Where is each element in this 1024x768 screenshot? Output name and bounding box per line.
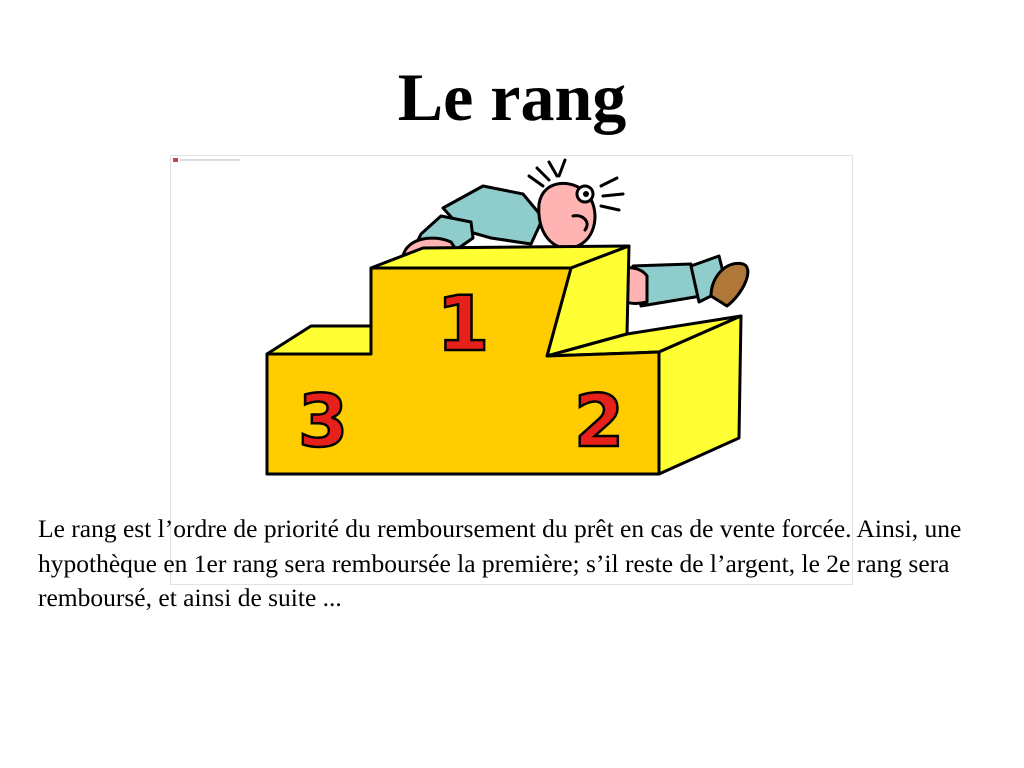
podium-number-1: 1	[436, 279, 490, 368]
podium-number-3: 3	[297, 379, 349, 463]
clipart-caption-mark	[173, 158, 178, 162]
podium-number-2: 2	[573, 379, 625, 463]
podium-third-top	[267, 326, 371, 354]
slide-title: Le rang	[397, 59, 627, 135]
clipart-caption-line	[180, 159, 240, 161]
slide-body-text: Le rang est l’ordre de priorité du remboursement du prêt en cas de vente forcée. Ainsi, une hypothèque en 1er rang sera remboursée la première; s’il reste de l’argent, le 2e rang sera remboursé, et ainsi de suite ...	[38, 514, 962, 612]
